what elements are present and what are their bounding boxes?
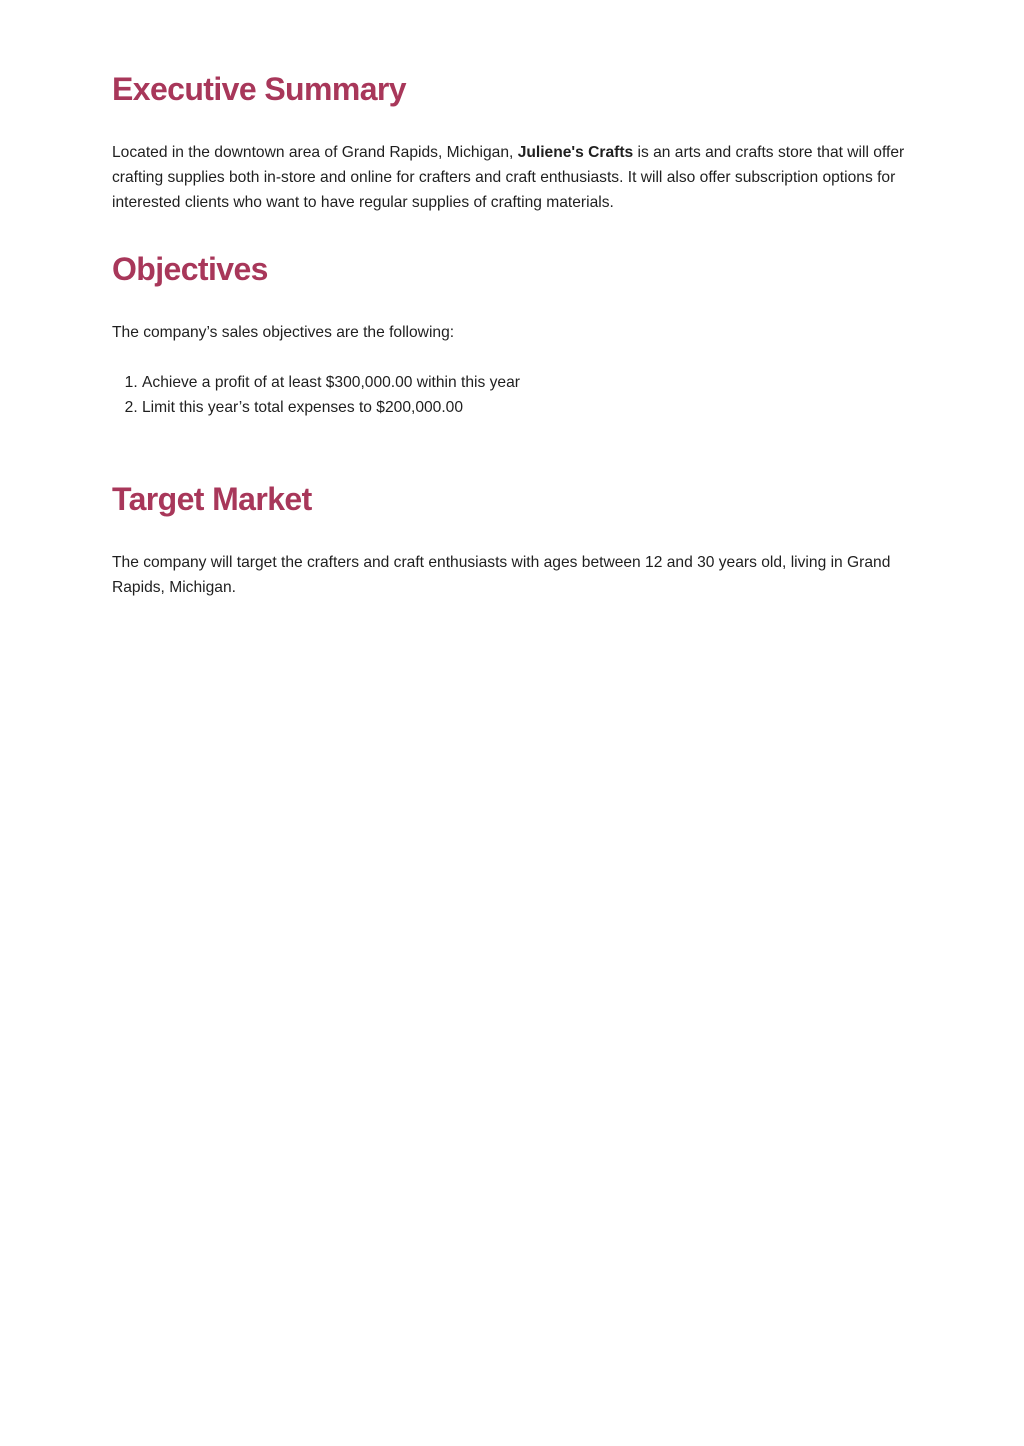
objectives-list [112, 370, 912, 420]
executive-summary-heading: Executive Summary [112, 71, 406, 107]
summary-text-end: is an arts and crafts store that will offer crafting supplies both in-store and online for crafters and craft enthusiasts. It will also offer subscription options for interested clients who want to have regular supplies of crafting materials. [112, 144, 905, 211]
target-market-heading: Target Market [112, 481, 312, 517]
objective-item: 1. Achieve a profit of at least $300,000.00 within this year [142, 370, 912, 395]
objectives-intro: The company’s sales objectives are the following: [112, 324, 455, 341]
objectives-heading: Objectives [112, 251, 268, 287]
executive-summary-paragraph [112, 140, 912, 215]
company-name: Juliene's Crafts [517, 144, 634, 161]
objective-item: 2. Limit this year’s total expenses to $200,000.00 [142, 395, 912, 420]
target-market-paragraph: The company will target the crafters and craft enthusiasts with ages between 12 and 30 years old, living in Grand Rapids, Michigan. [112, 554, 891, 596]
summary-text-start: Located in the downtown area of Grand Rapids, Michigan, [112, 144, 518, 161]
